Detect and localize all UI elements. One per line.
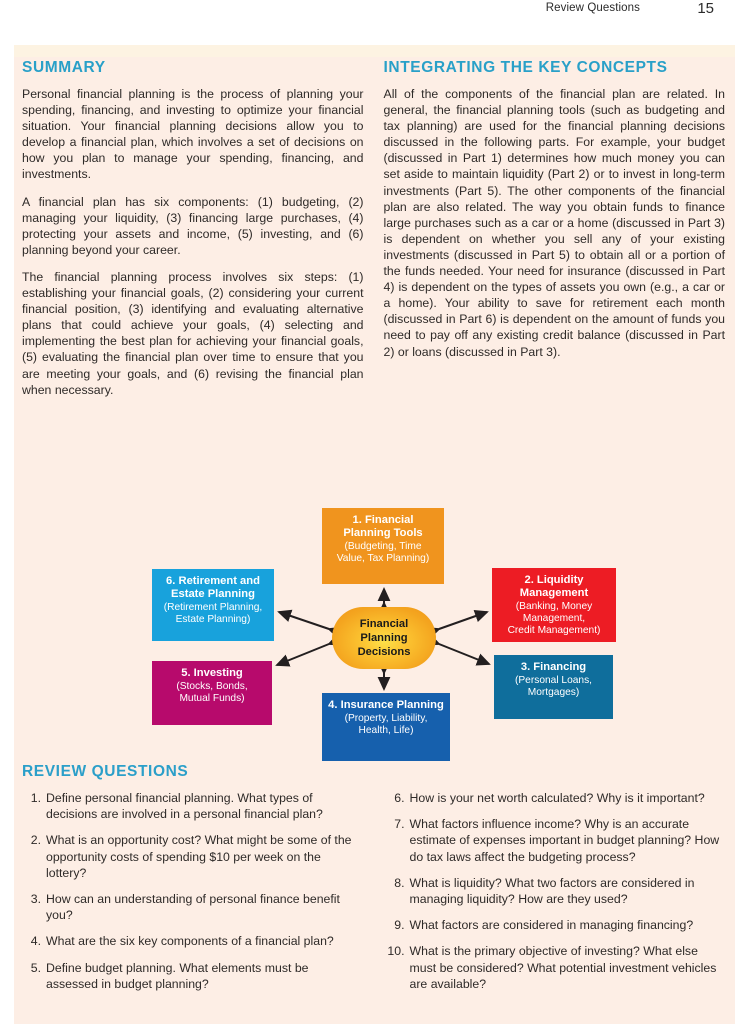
summary-column bbox=[22, 59, 364, 398]
question-number: 6. bbox=[394, 791, 405, 805]
question-number: 5. bbox=[30, 960, 41, 975]
review-questions-section bbox=[14, 763, 735, 1002]
question-number: 7. bbox=[394, 817, 405, 832]
list-item bbox=[384, 943, 726, 992]
summary-paragraph-1: Personal financial planning is the process of planning your spending, financing, and investing to optimize your financial situation. Your financial planning decisions allow you to develop a financial plan, which involves a set of decisions on how you plan to manage your spending, financing, and investments. bbox=[22, 87, 364, 182]
question-number: 8. bbox=[394, 875, 405, 890]
review-questions-columns bbox=[22, 790, 725, 1002]
question-text: What factors are considered in managing financing? bbox=[409, 918, 694, 933]
box-1-subtitle: (Budgeting, Time Value, Tax Planning) bbox=[336, 541, 430, 565]
integrating-paragraph-1: All of the components of the financial plan are related. In general, the financial planning tools (such as budgeting and tax planning) are used for the financial planning decisions discussed in the following parts. For example, your budget (discussed in Part 1) determines how much money you can set aside to maintain liquidity (Part 2) or to invest in long-term investments (Part 5). The other components of the financial plan are also related. The way you obtain funds to finance large purchases such as a car or a home (discussed in Part 3) is dependent on whether you sell any of your existing investments (discussed in Part 5) to obtain all or a portion of the funds needed. Your need for insurance (discussed in Part 4) is dependent on the types of assets you own (e.g., a car or a home). Your ability to save for retirement each month (discussed in Part 6) is dependent on the amount of funds you need to pay off any existing credit balance (discussed in Part 2) or loans (discussed in Part 3). bbox=[383, 87, 725, 359]
diagram-center-financial-planning-decisions[interactable] bbox=[332, 607, 436, 669]
question-text: How can an understanding of personal finance benefit you? bbox=[46, 892, 340, 923]
question-text: What factors influence income? Why is an accurate estimate of expenses important in budget planning? How do tax laws affect the budgeting process? bbox=[409, 817, 720, 864]
summary-paragraph-3: The financial planning process involves six steps: (1) establishing your financial goals, (2) considering your current financial position, (3) identifying and evaluating alternative plans that could achieve your goals, (4) selecting and implementing the best plan for achieving your financial goals, (5) evaluating the financial plan over time to ensure that you are meeting your goals, and (6) revising the financial plan when necessary. bbox=[22, 269, 364, 397]
summary-heading: SUMMARY bbox=[22, 59, 106, 76]
question-number: 9. bbox=[394, 918, 405, 933]
list-item bbox=[384, 917, 726, 933]
running-head bbox=[0, 0, 735, 45]
diagram-box-retirement-and-estate-planning[interactable] bbox=[152, 569, 274, 641]
list-item bbox=[22, 933, 364, 949]
question-number: 10. bbox=[387, 944, 405, 959]
review-questions-heading: REVIEW QUESTIONS bbox=[22, 763, 189, 780]
question-text: How is your net worth calculated? Why is it important? bbox=[409, 791, 705, 805]
page-number: 15 bbox=[697, 0, 714, 17]
question-text: What are the six key components of a financial plan? bbox=[46, 934, 334, 949]
diagram-box-financial-planning-tools[interactable] bbox=[322, 508, 444, 584]
box-4-title: 4. Insurance Planning bbox=[328, 699, 444, 711]
box-5-subtitle: (Stocks, Bonds, Mutual Funds) bbox=[176, 681, 248, 705]
box-2-title: 2. Liquidity Management bbox=[519, 574, 589, 599]
list-item bbox=[22, 832, 364, 881]
box-1-title: 1. Financial Planning Tools bbox=[343, 514, 423, 539]
diagram-box-investing[interactable] bbox=[152, 661, 272, 725]
box-6-title: 6. Retirement and Estate Planning bbox=[166, 575, 260, 600]
question-text: Define personal financial planning. What types of decisions are involved in a personal financial plan? bbox=[46, 791, 323, 822]
financial-planning-decisions-diagram bbox=[14, 445, 735, 745]
center-line-2: Planning bbox=[360, 632, 408, 644]
box-4-subtitle: (Property, Liability, Health, Life) bbox=[344, 713, 428, 737]
center-line-3: Decisions bbox=[357, 646, 411, 658]
question-text: Define budget planning. What elements must be assessed in budget planning? bbox=[46, 960, 309, 991]
top-two-column-text bbox=[14, 59, 735, 398]
running-head-title: Review Questions bbox=[545, 2, 640, 14]
list-item bbox=[384, 875, 726, 907]
diagram-box-liquidity-management[interactable] bbox=[492, 568, 616, 642]
list-item bbox=[22, 960, 364, 992]
box-6-subtitle: (Retirement Planning, Estate Planning) bbox=[163, 602, 263, 626]
list-item bbox=[22, 790, 364, 822]
question-text: What is an opportunity cost? What might be some of the opportunity costs of spending $10 per week on the lottery? bbox=[46, 833, 352, 880]
diagram-box-financing[interactable] bbox=[494, 655, 613, 719]
question-number: 3. bbox=[30, 892, 41, 907]
integrating-heading: INTEGRATING THE KEY CONCEPTS bbox=[383, 59, 668, 76]
question-number: 2. bbox=[30, 833, 41, 848]
question-number: 1. bbox=[30, 791, 41, 805]
review-questions-list-left bbox=[22, 790, 364, 1002]
list-item bbox=[384, 816, 726, 865]
center-line-1: Financial bbox=[359, 618, 409, 630]
page-content-area bbox=[14, 45, 735, 1024]
box-2-subtitle: (Banking, Money Management, Credit Management) bbox=[507, 601, 601, 637]
diagram-box-insurance-planning[interactable] bbox=[322, 693, 450, 761]
summary-paragraph-2: A financial plan has six components: (1) budgeting, (2) managing your liquidity, (3) financing large purchases, (4) protecting your assets and income, (5) investing, and (6) planning beyond your career. bbox=[22, 194, 364, 257]
list-item bbox=[22, 891, 364, 923]
question-number: 4. bbox=[30, 934, 41, 949]
box-5-title: 5. Investing bbox=[181, 667, 243, 679]
question-text: What is the primary objective of investing? What else must be considered? What potential investment vehicles are available? bbox=[409, 944, 717, 991]
question-text: What is liquidity? What two factors are considered in managing liquidity? How are they used? bbox=[409, 875, 695, 907]
box-3-title: 3. Financing bbox=[520, 661, 587, 673]
review-questions-list-right bbox=[384, 790, 726, 1002]
integrating-key-concepts-column bbox=[384, 59, 726, 398]
box-3-subtitle: (Personal Loans, Mortgages) bbox=[514, 675, 593, 699]
list-item bbox=[384, 790, 726, 806]
